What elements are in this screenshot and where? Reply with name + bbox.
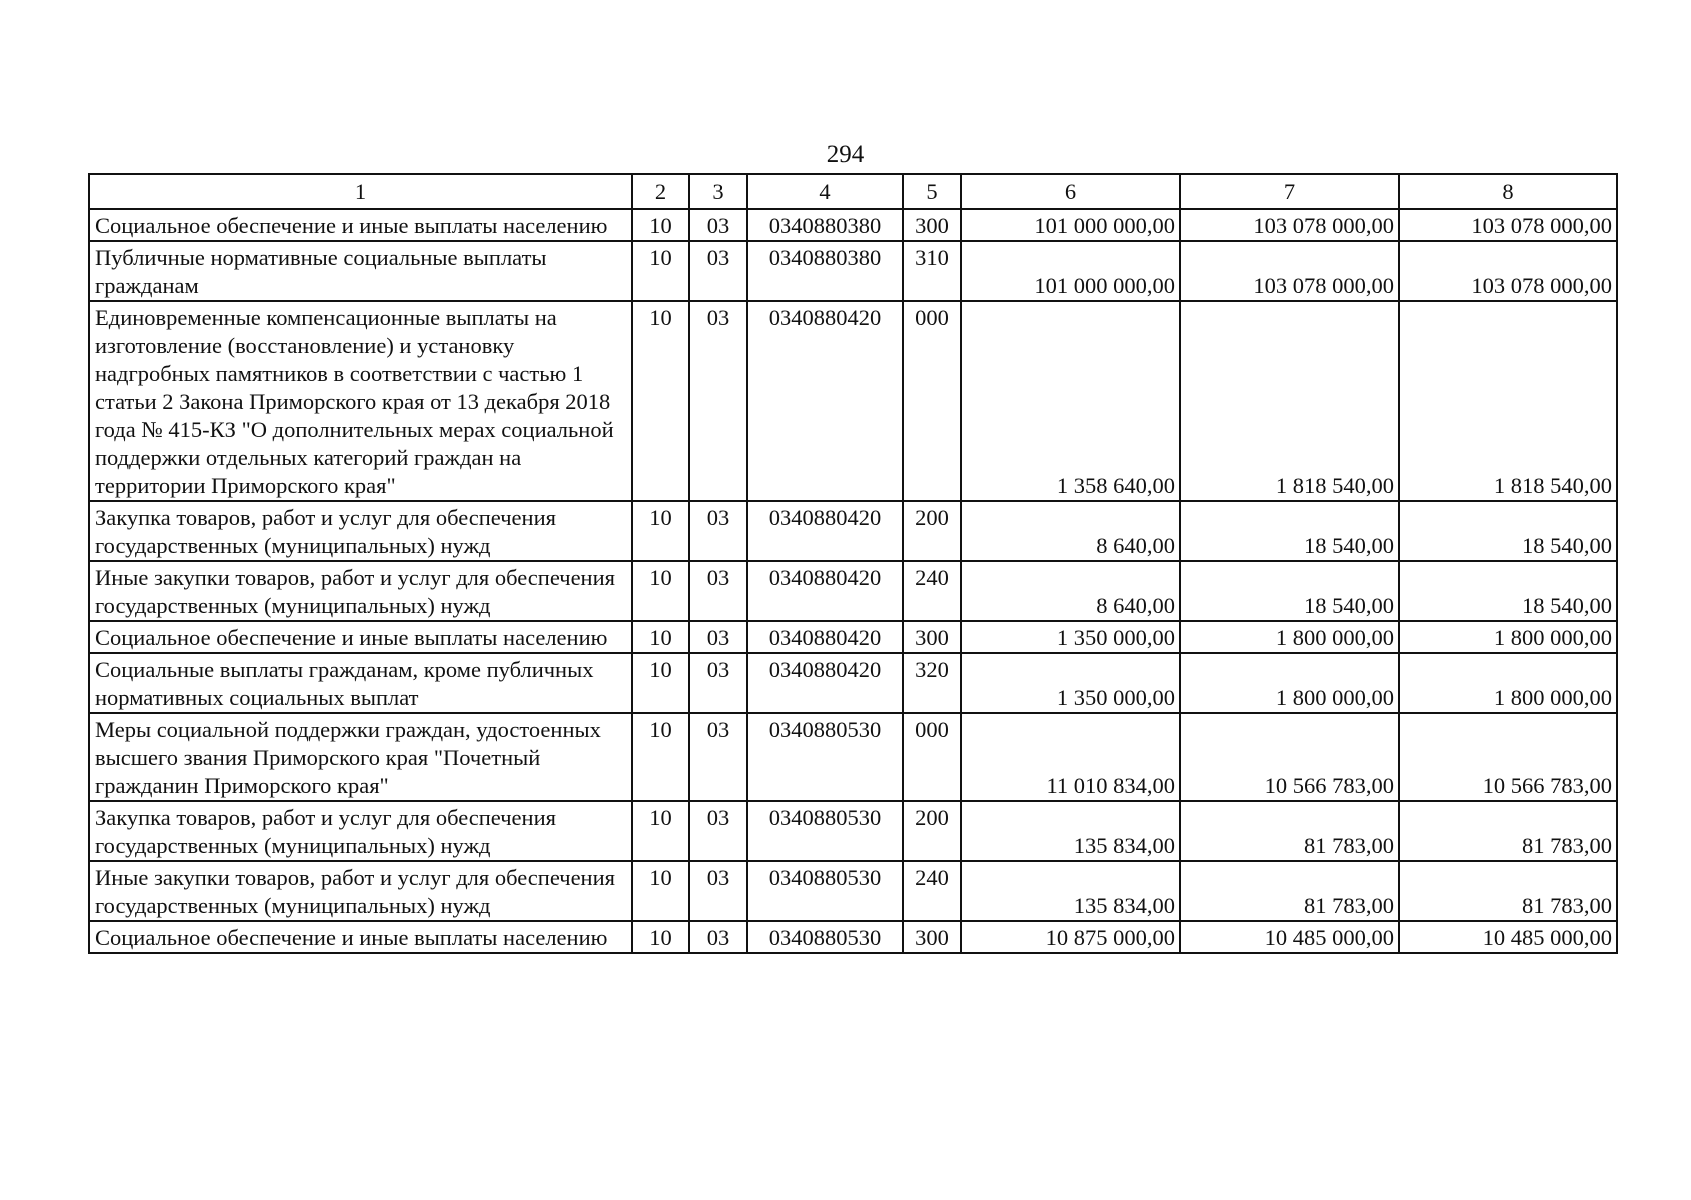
table-row <box>89 801 1617 861</box>
amount-col-6: 11 010 834,00 <box>961 713 1180 801</box>
target-article-code: 0340880530 <box>747 801 903 861</box>
table-row <box>89 209 1617 241</box>
amount-col-8: 18 540,00 <box>1399 561 1617 621</box>
amount-col-6: 101 000 000,00 <box>961 209 1180 241</box>
amount-col-7: 103 078 000,00 <box>1180 241 1399 301</box>
amount-col-8: 103 078 000,00 <box>1399 241 1617 301</box>
amount-col-6: 8 640,00 <box>961 561 1180 621</box>
column-header: 1 <box>89 174 632 209</box>
expense-name: Социальное обеспечение и иные выплаты населению <box>89 921 632 953</box>
section-code: 10 <box>632 801 689 861</box>
subsection-code: 03 <box>689 209 747 241</box>
table-row <box>89 501 1617 561</box>
section-code: 10 <box>632 501 689 561</box>
amount-col-7: 18 540,00 <box>1180 561 1399 621</box>
header-row <box>89 174 1617 209</box>
expense-type-code: 000 <box>903 713 961 801</box>
budget-table <box>88 173 1618 954</box>
expense-type-code: 300 <box>903 621 961 653</box>
subsection-code: 03 <box>689 653 747 713</box>
expense-type-code: 310 <box>903 241 961 301</box>
expense-name: Социальное обеспечение и иные выплаты населению <box>89 621 632 653</box>
section-code: 10 <box>632 621 689 653</box>
expense-name: Единовременные компенсационные выплаты на изготовление (восстановление) и установку надгробных памятников в соответствии с частью 1 статьи 2 Закона Приморского края от 13 декабря 2018 года № 415-КЗ "О дополнительных мерах социальной поддержки отдельных категорий граждан на территории Приморского края" <box>89 301 632 501</box>
amount-col-6: 135 834,00 <box>961 861 1180 921</box>
target-article-code: 0340880380 <box>747 209 903 241</box>
section-code: 10 <box>632 861 689 921</box>
column-header: 8 <box>1399 174 1617 209</box>
target-article-code: 0340880420 <box>747 653 903 713</box>
section-code: 10 <box>632 561 689 621</box>
table-row <box>89 561 1617 621</box>
expense-type-code: 000 <box>903 301 961 501</box>
table-row <box>89 713 1617 801</box>
expense-type-code: 300 <box>903 209 961 241</box>
table-row <box>89 921 1617 953</box>
target-article-code: 0340880530 <box>747 921 903 953</box>
section-code: 10 <box>632 209 689 241</box>
amount-col-6: 1 350 000,00 <box>961 653 1180 713</box>
amount-col-7: 103 078 000,00 <box>1180 209 1399 241</box>
subsection-code: 03 <box>689 801 747 861</box>
amount-col-6: 1 358 640,00 <box>961 301 1180 501</box>
table-row <box>89 653 1617 713</box>
amount-col-8: 10 566 783,00 <box>1399 713 1617 801</box>
expense-type-code: 200 <box>903 501 961 561</box>
amount-col-7: 18 540,00 <box>1180 501 1399 561</box>
subsection-code: 03 <box>689 861 747 921</box>
column-header: 7 <box>1180 174 1399 209</box>
expense-name: Закупка товаров, работ и услуг для обеспечения государственных (муниципальных) нужд <box>89 801 632 861</box>
expense-name: Закупка товаров, работ и услуг для обеспечения государственных (муниципальных) нужд <box>89 501 632 561</box>
target-article-code: 0340880530 <box>747 861 903 921</box>
target-article-code: 0340880420 <box>747 621 903 653</box>
amount-col-6: 8 640,00 <box>961 501 1180 561</box>
amount-col-8: 103 078 000,00 <box>1399 209 1617 241</box>
target-article-code: 0340880420 <box>747 561 903 621</box>
expense-type-code: 300 <box>903 921 961 953</box>
table-row <box>89 861 1617 921</box>
expense-type-code: 200 <box>903 801 961 861</box>
amount-col-8: 18 540,00 <box>1399 501 1617 561</box>
column-header: 5 <box>903 174 961 209</box>
amount-col-7: 1 800 000,00 <box>1180 621 1399 653</box>
table-row <box>89 621 1617 653</box>
expense-name: Социальные выплаты гражданам, кроме публичных нормативных социальных выплат <box>89 653 632 713</box>
target-article-code: 0340880530 <box>747 713 903 801</box>
column-header: 2 <box>632 174 689 209</box>
section-code: 10 <box>632 653 689 713</box>
column-header: 3 <box>689 174 747 209</box>
expense-type-code: 240 <box>903 861 961 921</box>
table-body <box>89 209 1617 953</box>
expense-name: Иные закупки товаров, работ и услуг для обеспечения государственных (муниципальных) нужд <box>89 561 632 621</box>
table-row <box>89 241 1617 301</box>
subsection-code: 03 <box>689 713 747 801</box>
column-header: 4 <box>747 174 903 209</box>
expense-name: Меры социальной поддержки граждан, удостоенных высшего звания Приморского края "Почетный гражданин Приморского края" <box>89 713 632 801</box>
amount-col-8: 1 818 540,00 <box>1399 301 1617 501</box>
subsection-code: 03 <box>689 921 747 953</box>
amount-col-8: 1 800 000,00 <box>1399 653 1617 713</box>
amount-col-8: 81 783,00 <box>1399 861 1617 921</box>
amount-col-7: 81 783,00 <box>1180 801 1399 861</box>
page-number: 294 <box>826 141 865 168</box>
subsection-code: 03 <box>689 501 747 561</box>
amount-col-6: 101 000 000,00 <box>961 241 1180 301</box>
subsection-code: 03 <box>689 301 747 501</box>
subsection-code: 03 <box>689 241 747 301</box>
section-code: 10 <box>632 301 689 501</box>
amount-col-8: 1 800 000,00 <box>1399 621 1617 653</box>
section-code: 10 <box>632 921 689 953</box>
target-article-code: 0340880420 <box>747 501 903 561</box>
amount-col-7: 10 566 783,00 <box>1180 713 1399 801</box>
section-code: 10 <box>632 241 689 301</box>
amount-col-7: 10 485 000,00 <box>1180 921 1399 953</box>
amount-col-8: 81 783,00 <box>1399 801 1617 861</box>
amount-col-8: 10 485 000,00 <box>1399 921 1617 953</box>
subsection-code: 03 <box>689 621 747 653</box>
expense-type-code: 240 <box>903 561 961 621</box>
amount-col-7: 1 800 000,00 <box>1180 653 1399 713</box>
column-header: 6 <box>961 174 1180 209</box>
amount-col-6: 1 350 000,00 <box>961 621 1180 653</box>
subsection-code: 03 <box>689 561 747 621</box>
section-code: 10 <box>632 713 689 801</box>
amount-col-7: 81 783,00 <box>1180 861 1399 921</box>
target-article-code: 0340880420 <box>747 301 903 501</box>
expense-name: Иные закупки товаров, работ и услуг для обеспечения государственных (муниципальных) нужд <box>89 861 632 921</box>
expense-type-code: 320 <box>903 653 961 713</box>
expense-name: Социальное обеспечение и иные выплаты населению <box>89 209 632 241</box>
table-row <box>89 301 1617 501</box>
amount-col-7: 1 818 540,00 <box>1180 301 1399 501</box>
expense-name: Публичные нормативные социальные выплаты гражданам <box>89 241 632 301</box>
target-article-code: 0340880380 <box>747 241 903 301</box>
amount-col-6: 10 875 000,00 <box>961 921 1180 953</box>
amount-col-6: 135 834,00 <box>961 801 1180 861</box>
